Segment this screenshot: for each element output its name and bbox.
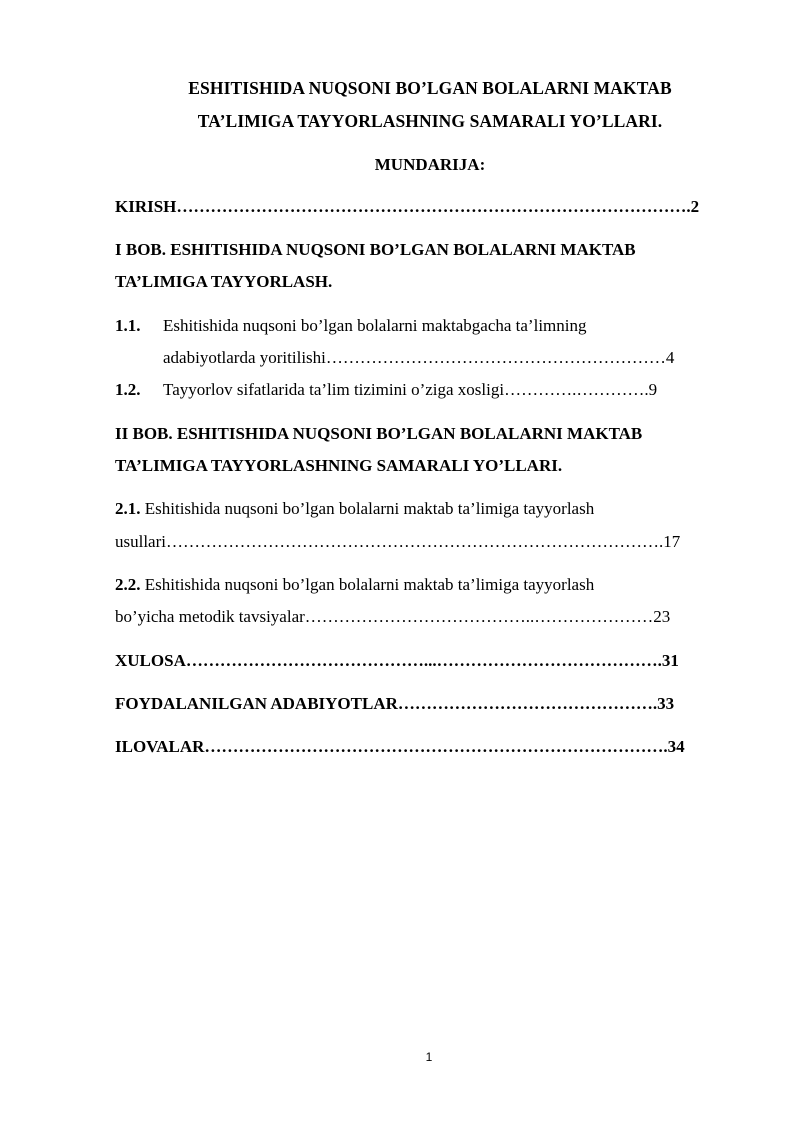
toc-section-1-2-number: 1.2. [115,380,141,399]
toc-section-2-1-line-1 [115,499,594,519]
toc-entry-ilovalar: ILOVALAR……………………………………………………………………….34 [115,737,685,756]
toc-section-1-1-line-2: adabiyotlarda yoritilishi……………………………………………………4 [163,348,675,367]
contents-heading: MUNDARIJA: [374,155,486,174]
toc-section-2-2-number: 2.2. [115,575,141,594]
toc-entry-xulosa: XULOSA……………………………………...………………………………….31 [115,651,679,670]
toc-section-1-1-line-1: Eshitishida nuqsoni bo’lgan bolalarni maktabgacha ta’limning [163,316,587,335]
toc-chapter-2-line-2: TA’LIMIGA TAYYORLASHNING SAMARALI YO’LLARI. [115,456,563,475]
toc-section-1-2-line-1: Tayyorlov sifatlarida ta’lim tizimini o’ziga xosligi………….………….9 [163,380,658,399]
document-title-line-1: ESHITISHIDA NUQSONI BO’LGAN BOLALARNI MAKTAB [188,78,672,98]
toc-section-2-1-title: Eshitishida nuqsoni bo’lgan bolalarni maktab ta’limiga tayyorlash [140,499,595,518]
toc-section-2-1-number: 2.1. [115,499,141,518]
document-title-line-2: TA’LIMIGA TAYYORLASHNING SAMARALI YO’LLARI. [197,111,663,131]
toc-chapter-1-line-2: TA’LIMIGA TAYYORLASH. [115,272,333,291]
toc-entry-foydalanilgan-adabiyotlar: FOYDALANILGAN ADABIYOTLAR……………………………………….33 [115,694,675,713]
toc-entry-kirish: KIRISH……………………………………………………………………………….2 [115,197,700,216]
page-number: 1 [425,1050,433,1064]
toc-section-2-2-line-2: bo’yicha metodik tavsiyalar…………………………………..…………………23 [115,607,671,626]
toc-chapter-1-line-1: I BOB. ESHITISHIDA NUQSONI BO’LGAN BOLALARNI MAKTAB [115,240,636,259]
toc-section-2-2-line-1 [115,575,594,595]
toc-section-2-1-line-2: usullari…………………………………………………………………………….17 [115,532,681,551]
toc-section-1-1-number: 1.1. [115,316,141,335]
toc-section-2-2-title: Eshitishida nuqsoni bo’lgan bolalarni maktab ta’limiga tayyorlash [140,575,595,594]
toc-chapter-2-line-1: II BOB. ESHITISHIDA NUQSONI BO’LGAN BOLALARNI MAKTAB [115,424,643,443]
